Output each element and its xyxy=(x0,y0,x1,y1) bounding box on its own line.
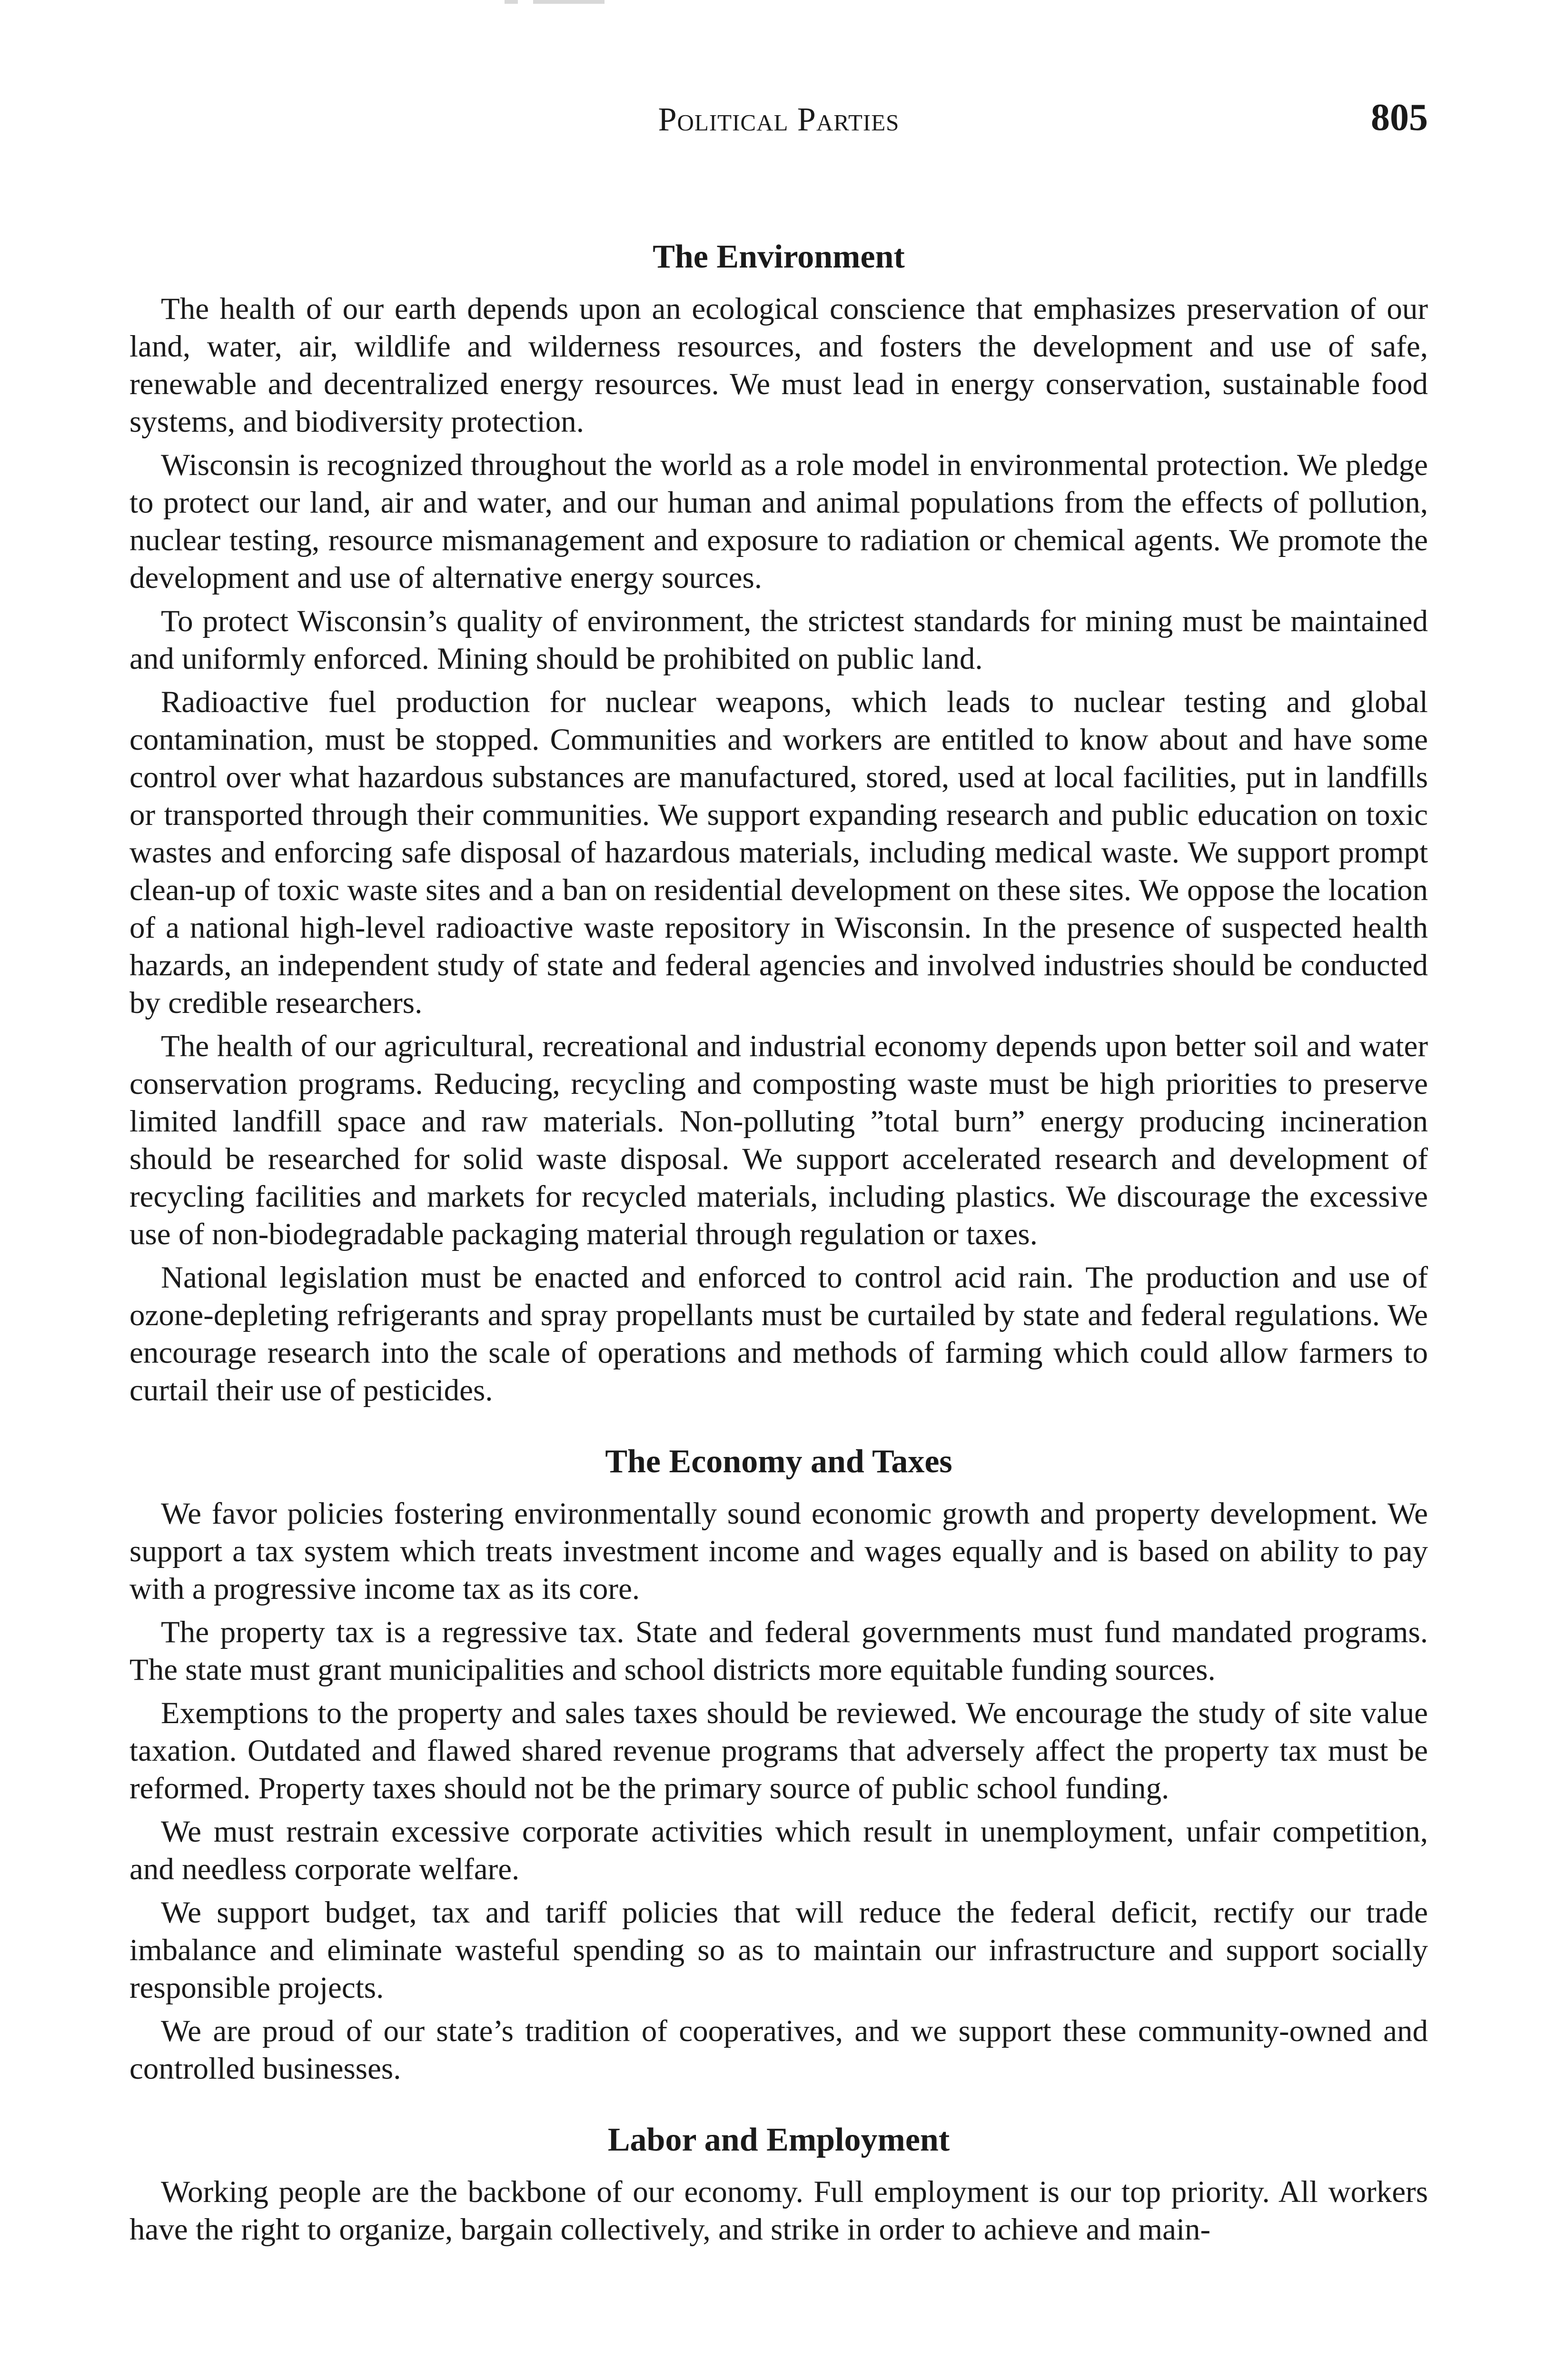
section-title: The Environment xyxy=(653,238,905,275)
paragraph: We favor policies fostering environmentally sound economic growth and property development. We support a tax system which treats investment income and wages equally and is based on ability to pay with a progressive income tax as its core. xyxy=(129,1497,1428,1606)
section-title: Labor and Employment xyxy=(607,2122,950,2158)
paragraph: Wisconsin is recognized throughout the world as a role model in environmental protection. We pledge to protect our land, air and water, and our human and animal populations from the effects of pollution, nuclear testing, resource mismanagement and exposure to radiation or chemical agents. We promote the development and use of alternative energy sources. xyxy=(129,448,1428,595)
paragraph: Radioactive fuel production for nuclear weapons, which leads to nuclear testing and global contamination, must be stopped. Communities and workers are entitled to know about and have some control over what hazardous substances are manufactured, stored, used at local facilities, put in landfills or transported through their communities. We support expanding research and public education on toxic wastes and enforcing safe disposal of hazardous materials, including medical waste. We support prompt clean-up of toxic waste sites and a ban on residential development on these sites. We oppose the location of a national high-level radioactive waste repository in Wisconsin. In the presence of suspected health hazards, an independent study of state and federal agencies and involved industries should be conducted by credible researchers. xyxy=(129,685,1428,1020)
paragraph: The health of our earth depends upon an ecological conscience that emphasizes preservation of our land, water, air, wildlife and wilderness resources, and fosters the development and use of safe, renewable and decentralized energy resources. We must lead in energy conservation, sustainable food systems, and biodiversity protection. xyxy=(129,292,1428,439)
page-body xyxy=(129,238,1428,2254)
section-economy-and-taxes xyxy=(129,1443,1428,2088)
section-labor-and-employment xyxy=(129,2121,1428,2249)
page-number: 805 xyxy=(1371,97,1428,139)
paragraph: The property tax is a regressive tax. State and federal governments must fund mandated programs. The state must grant municipalities and school districts more equitable funding sources. xyxy=(129,1615,1428,1687)
section-environment xyxy=(129,238,1428,1409)
paragraph: We are proud of our state’s tradition of cooperatives, and we support these community-owned and controlled businesses. xyxy=(129,2014,1428,2086)
paragraph: Working people are the backbone of our economy. Full employment is our top priority. All workers have the right to organize, bargain collectively, and strike in order to achieve and main- xyxy=(129,2175,1428,2247)
section-title: The Economy and Taxes xyxy=(605,1443,952,1480)
paragraph: To protect Wisconsin’s quality of environment, the strictest standards for mining must be maintained and uniformly enforced. Mining should be prohibited on public land. xyxy=(129,604,1428,676)
scan-artifact xyxy=(533,0,605,4)
paragraph: Exemptions to the property and sales taxes should be reviewed. We encourage the study of site value taxation. Outdated and flawed shared revenue programs that adversely affect the property tax must be reformed. Property taxes should not be the primary source of public school funding. xyxy=(129,1696,1428,1805)
paragraph: We must restrain excessive corporate activities which result in unemployment, unfair competition, and needless corporate welfare. xyxy=(129,1815,1428,1886)
paragraph: We support budget, tax and tariff policies that will reduce the federal deficit, rectify our trade imbalance and eliminate wasteful spending so as to maintain our infrastructure and support socially responsible projects. xyxy=(129,1895,1428,2005)
paragraph: National legislation must be enacted and enforced to control acid rain. The production and use of ozone-depleting refrigerants and spray propellants must be curtailed by state and federal regulations. We encourage research into the scale of operations and methods of farming which could allow farmers to curtail their use of pesticides. xyxy=(129,1260,1428,1408)
scan-artifact xyxy=(505,0,518,4)
running-title: Political Parties xyxy=(658,101,900,138)
running-header xyxy=(129,93,1428,146)
paragraph: The health of our agricultural, recreational and industrial economy depends upon better soil and water conservation programs. Reducing, recycling and composting waste must be high priorities to preserve limited landfill space and raw materials. Non-polluting ”total burn” energy producing incineration should be researched for solid waste disposal. We support accelerated research and development of recycling facilities and markets for recycled materials, including plastics. We discourage the excessive use of non-biodegradable packaging material through regulation or taxes. xyxy=(129,1029,1428,1251)
